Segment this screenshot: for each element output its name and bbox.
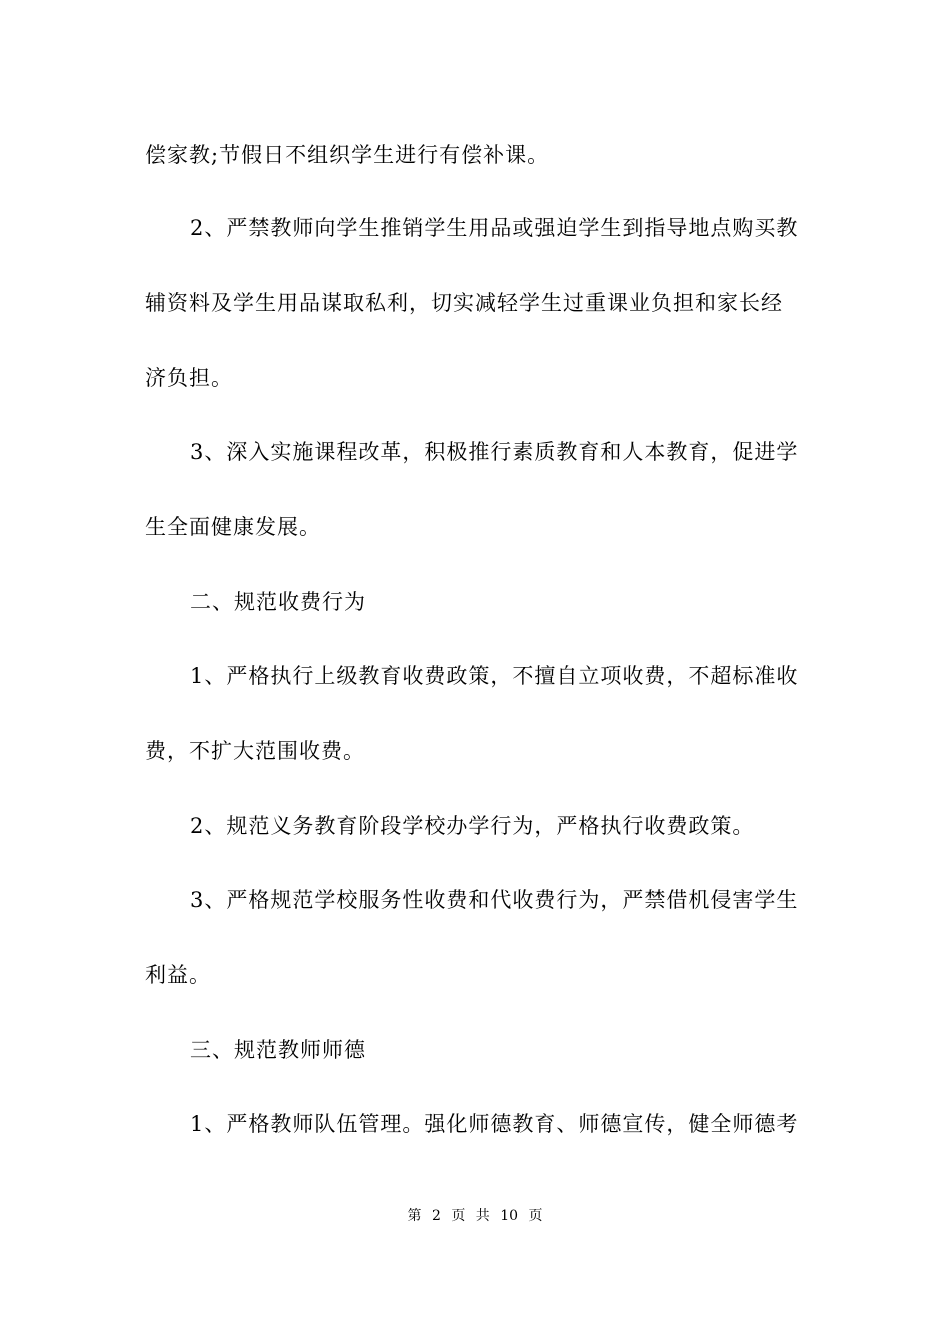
text-line: 1、严格教师队伍管理。强化师德教育、师德宣传，健全师德考 — [190, 1112, 799, 1136]
text-line: 3、严格规范学校服务性收费和代收费行为，严禁借机侵害学生 — [190, 888, 799, 912]
text-line: 2、严禁教师向学生推销学生用品或强迫学生到指导地点购买教 — [190, 216, 799, 240]
text-line: 2、规范义务教育阶段学校办学行为，严格执行收费政策。 — [190, 814, 755, 838]
footer-current-page: 2 — [431, 1208, 441, 1224]
footer-prefix: 第 — [407, 1208, 422, 1224]
footer-total-word: 共 — [475, 1208, 490, 1224]
text-line: 3、深入实施课程改革，积极推行素质教育和人本教育，促进学 — [190, 440, 799, 464]
footer-total-pages: 10 — [500, 1208, 519, 1224]
page-footer — [0, 1206, 950, 1226]
text-line: 费，不扩大范围收费。 — [145, 739, 365, 763]
text-line: 偿家教;节假日不组织学生进行有偿补课。 — [145, 143, 550, 167]
text-line: 济负担。 — [145, 366, 233, 390]
text-line: 辅资料及学生用品谋取私利，切实减轻学生过重课业负担和家长经 — [145, 291, 783, 315]
text-line: 1、严格执行上级教育收费政策，不擅自立项收费，不超标准收 — [190, 664, 799, 688]
text-line: 利益。 — [145, 963, 211, 987]
footer-suffix: 页 — [528, 1208, 543, 1224]
footer-page-word: 页 — [451, 1208, 466, 1224]
section-heading: 二、规范收费行为 — [190, 590, 366, 614]
text-line: 生全面健康发展。 — [145, 515, 321, 539]
section-heading: 三、规范教师师德 — [190, 1038, 366, 1062]
